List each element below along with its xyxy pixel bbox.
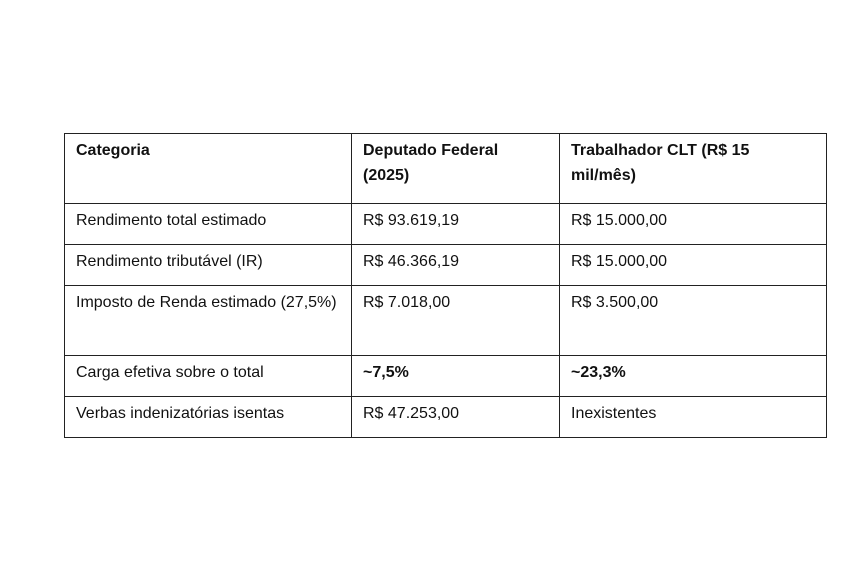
row-deputado-cell: R$ 47.253,00: [352, 397, 560, 438]
row-deputado-cell: R$ 93.619,19: [352, 204, 560, 245]
table-row: [65, 356, 827, 397]
row-deputado-cell: R$ 7.018,00: [352, 286, 560, 356]
comparison-table: [64, 133, 827, 438]
table-row: [65, 245, 827, 286]
row-category-cell: Imposto de Renda estimado (27,5%): [65, 286, 352, 356]
table-row: [65, 397, 827, 438]
row-category-cell: Verbas indenizatórias isentas: [65, 397, 352, 438]
header-cell-clt: Trabalhador CLT (R$ 15 mil/mês): [560, 134, 827, 204]
row-category-cell: Carga efetiva sobre o total: [65, 356, 352, 397]
row-category-cell: Rendimento total estimado: [65, 204, 352, 245]
header-cell-deputado: Deputado Federal (2025): [352, 134, 560, 204]
row-deputado-cell: ~7,5%: [352, 356, 560, 397]
row-deputado-cell: R$ 46.366,19: [352, 245, 560, 286]
row-clt-cell: Inexistentes: [560, 397, 827, 438]
row-clt-cell: R$ 15.000,00: [560, 204, 827, 245]
table-row: [65, 286, 827, 356]
row-clt-cell: ~23,3%: [560, 356, 827, 397]
table-row: [65, 204, 827, 245]
row-clt-cell: R$ 3.500,00: [560, 286, 827, 356]
table-header-row: [65, 134, 827, 204]
row-category-cell: Rendimento tributável (IR): [65, 245, 352, 286]
header-cell-category: Categoria: [65, 134, 352, 204]
row-clt-cell: R$ 15.000,00: [560, 245, 827, 286]
